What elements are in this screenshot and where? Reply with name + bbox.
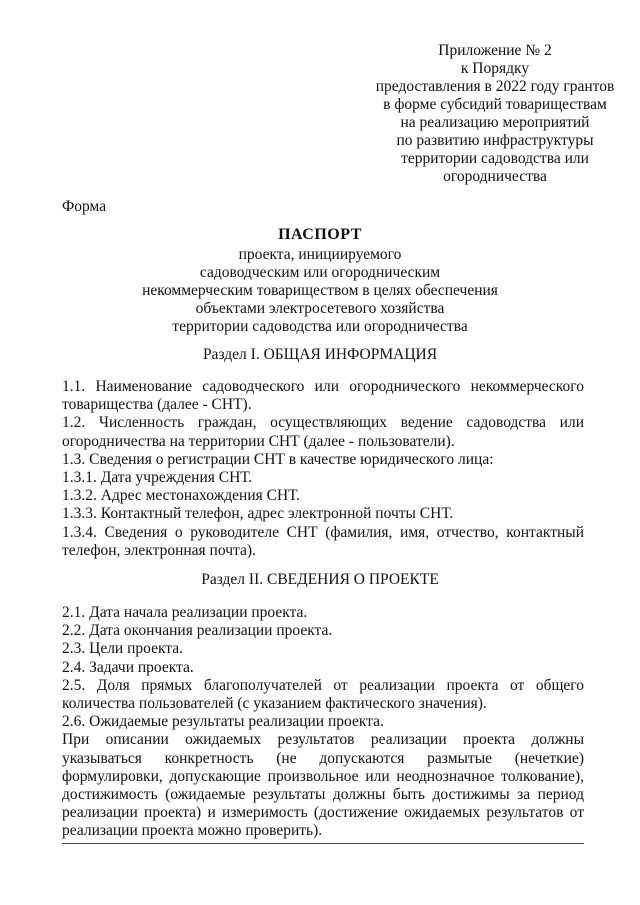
section-1-heading: Раздел I. ОБЩАЯ ИНФОРМАЦИЯ: [202, 346, 438, 363]
section-2-item: 2.1. Дата начала реализации проекта.: [62, 604, 308, 621]
passport-subtitle-line: территории садоводства или огородничества: [172, 318, 468, 335]
section-1-item: 1.3. Сведения о регистрации СНТ в качестве юридического лица:: [62, 450, 494, 468]
appendix-line: по развитию инфраструктуры: [396, 132, 594, 149]
appendix-line: на реализацию мероприятий: [400, 114, 590, 131]
passport-subtitle-line: садоводческим или огородническим: [199, 264, 441, 281]
section-2-heading: Раздел II. СВЕДЕНИЯ О ПРОЕКТЕ: [201, 571, 439, 588]
passport-title: ПАСПОРТ: [278, 226, 362, 243]
section-2-item: 2.2. Дата окончания реализации проекта.: [62, 622, 333, 640]
section-1-item: 1.3.3. Контактный телефон, адрес электронной почты СНТ.: [62, 505, 454, 523]
appendix-line: в форме субсидий товариществам: [383, 96, 607, 113]
section-1-body: [62, 378, 584, 560]
section-2-item: 2.3. Цели проекта.: [62, 640, 184, 658]
section-2-item: 2.6. Ожидаемые результаты реализации проекта.: [62, 713, 384, 731]
bottom-divider: [62, 843, 584, 844]
section-1-item: 1.1. Наименование садоводческого или огороднического некоммерческого товарищества (далее - СНТ).: [62, 378, 584, 414]
section-1-item: 1.3.4. Сведения о руководителе СНТ (фамилия, имя, отчество, контактный телефон, электронная почта).: [62, 523, 584, 559]
section-1-item: 1.3.2. Адрес местонахождения СНТ.: [62, 487, 300, 505]
section-2-item: При описании ожидаемых результатов реализации проекта должны указываться конкретность (не допускаются размытые (нечеткие) формулировки, допускающие произвольное или неоднозначное толкование), достижимость (ожидаемые результаты должны быть достижимы за период реализации проекта) и измеримость (достижение ожидаемых результатов от реализации проекта можно проверить).: [62, 731, 584, 840]
passport-subtitle-line: объектами электросетевого хозяйства: [195, 300, 445, 317]
appendix-line: предоставления в 2022 году грантов: [375, 78, 615, 95]
section-1-item: 1.2. Численность граждан, осуществляющих ведение садоводства или огородничества на территории СНТ (далее - пользователи).: [62, 414, 584, 450]
section-1-item: 1.3.1. Дата учреждения СНТ.: [62, 469, 253, 487]
appendix-line: к Порядку: [460, 60, 530, 77]
passport-subtitle-line: проекта, инициируемого: [238, 246, 402, 263]
form-label: Форма: [62, 198, 107, 215]
section-2-item: 2.4. Задачи проекта.: [62, 658, 194, 676]
section-2-item: 2.5. Доля прямых благополучателей от реализации проекта от общего количества пользователей (с указанием фактического значения).: [62, 676, 584, 713]
appendix-line: Приложение № 2: [438, 42, 552, 59]
passport-title-block: [60, 226, 580, 336]
section-2-body: [62, 604, 584, 841]
appendix-line: огородничества: [443, 168, 547, 185]
passport-subtitle-line: некоммерческим товариществом в целях обеспечения: [142, 282, 498, 299]
appendix-line: территории садоводства или: [401, 150, 589, 167]
appendix-note: [360, 42, 630, 186]
